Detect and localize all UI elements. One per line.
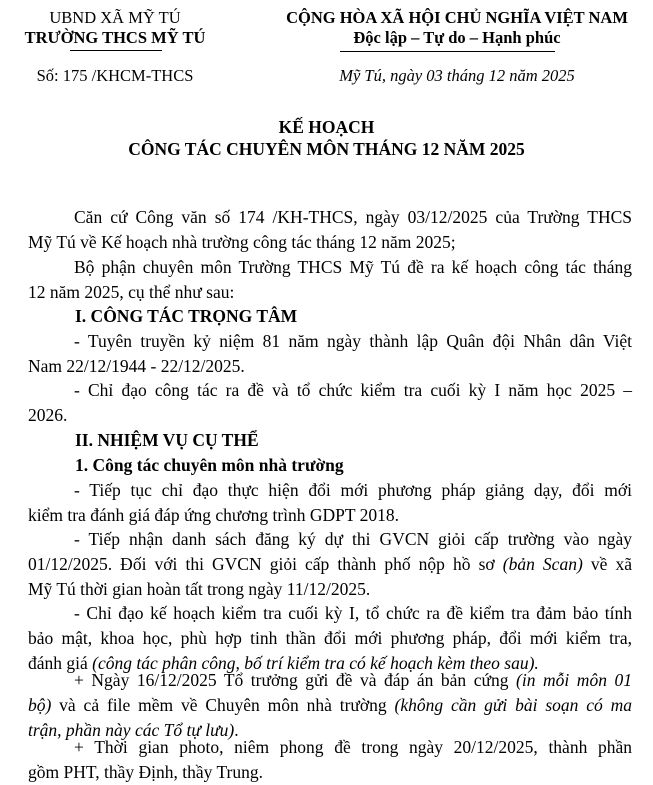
task-item-e <box>28 735 632 785</box>
text-line: - Tuyên truyền kỷ niệm 81 năm ngày thành lập Quân đội Nhân dân Việt <box>74 331 632 351</box>
text-run-italic: (bản Scan) <box>502 554 583 574</box>
text-line: - Chỉ đạo kế hoạch kiểm tra cuối kỳ I, tổ chức ra đề kiểm tra đảm bảo tính <box>74 603 632 623</box>
agency-name: UBND XÃ MỸ TÚ <box>49 8 181 27</box>
text-line: - Tiếp tục chỉ đạo thực hiện đổi mới phương pháp giảng dạy, đổi mới <box>74 480 632 500</box>
text-run: và cả file mềm về Chuyên môn nhà trường <box>51 695 395 715</box>
text-run-italic: trận, phần này các Tổ tự lưu) <box>28 720 235 740</box>
national-motto-underline <box>340 51 555 52</box>
text-line: Mỹ Tú thời gian hoàn tất trong ngày 11/12/2025. <box>28 579 371 599</box>
national-title: CỘNG HÒA XÃ HỘI CHỦ NGHĨA VIỆT NAM <box>286 8 628 27</box>
document-number: Số: 175 /KHCM-THCS <box>36 66 194 85</box>
national-motto: Độc lập – Tự do – Hạnh phúc <box>353 28 561 47</box>
school-name: TRƯỜNG THCS MỸ TÚ <box>24 28 206 47</box>
intro-paragraph-2 <box>28 255 632 305</box>
task-item-d <box>28 668 632 743</box>
school-name-underline <box>70 50 162 51</box>
text-line: - Chỉ đạo công tác ra đề và tổ chức kiểm tra cuối kỳ I năm học 2025 – <box>74 380 632 400</box>
text-line: + Thời gian photo, niêm phong đề trong ngày 20/12/2025, thành phần <box>74 737 632 757</box>
text-line: Căn cứ Công văn số 174 /KH-THCS, ngày 03/12/2025 của Trường THCS <box>74 207 632 227</box>
task-item-a <box>28 478 632 528</box>
text-line: Nam 22/12/1944 - 22/12/2025. <box>28 356 245 376</box>
text-run-italic: bộ) <box>28 695 52 715</box>
section-1-item-1 <box>28 329 632 379</box>
text-run: đánh giá <box>28 653 93 673</box>
text-line: gồm PHT, thầy Định, thầy Trung. <box>28 762 263 782</box>
text-run-italic: (in mỗi môn 01 <box>516 670 632 690</box>
intro-paragraph-1 <box>28 205 632 255</box>
text-run: . <box>234 720 239 740</box>
subsection-1-heading: 1. Công tác chuyên môn nhà trường <box>75 455 344 475</box>
task-item-b <box>28 527 632 602</box>
text-line: kiểm tra đánh giá đáp ứng chương trình GDPT 2018. <box>28 505 400 525</box>
text-line: 2026. <box>28 405 68 425</box>
text-run-italic: (không cần gửi bài soạn có ma <box>394 695 632 715</box>
text-line: bảo mật, khoa học, phù hợp tinh thần đổi mới phương pháp, đổi mới kiểm tra, <box>28 628 632 648</box>
text-run-italic: (công tác phân công, bố trí kiểm tra có kế hoạch kèm theo sau). <box>92 653 539 673</box>
task-item-c <box>28 601 632 676</box>
text-line: - Tiếp nhận danh sách đăng ký dự thi GVCN giỏi cấp trường vào ngày <box>74 529 632 549</box>
section-1-heading: I. CÔNG TÁC TRỌNG TÂM <box>75 306 298 326</box>
section-1-item-2 <box>28 378 632 428</box>
date-place: Mỹ Tú, ngày 03 tháng 12 năm 2025 <box>339 66 575 85</box>
text-line: Bộ phận chuyên môn Trường THCS Mỹ Tú đề ra kế hoạch công tác tháng <box>74 257 632 277</box>
document-subtitle: CÔNG TÁC CHUYÊN MÔN THÁNG 12 NĂM 2025 <box>128 139 525 159</box>
text-line <box>28 693 632 718</box>
text-run: 01/12/2025. Đối với thi GVCN giỏi cấp thành phố nộp hồ sơ <box>28 554 503 574</box>
section-2-heading: II. NHIỆM VỤ CỤ THỂ <box>75 430 259 450</box>
document-title: KẾ HOẠCH <box>278 117 375 137</box>
text-run: về xã <box>582 554 632 574</box>
text-run: + Ngày 16/12/2025 Tổ trưởng gửi đề và đáp án bản cứng <box>74 670 517 690</box>
text-line <box>28 668 632 693</box>
text-line: Mỹ Tú về Kế hoạch nhà trường công tác tháng 12 năm 2025; <box>28 232 456 252</box>
text-line <box>28 552 632 577</box>
text-line: 12 năm 2025, cụ thể như sau: <box>28 282 235 302</box>
